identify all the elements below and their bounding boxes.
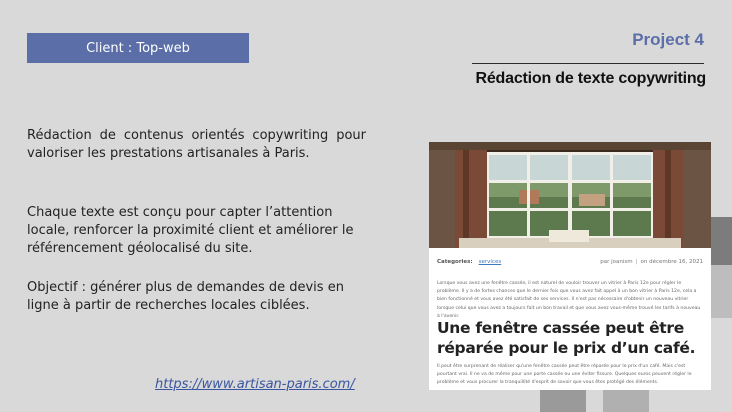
article-screenshot <box>429 142 711 390</box>
decorative-block <box>711 265 732 318</box>
decorative-block <box>711 217 732 265</box>
project-divider <box>472 63 704 64</box>
website-link[interactable]: https://www.artisan-paris.com/ <box>155 377 355 392</box>
categories-label: Categories: <box>437 259 473 265</box>
article-date: on décembre 16, 2021 <box>640 259 703 265</box>
decorative-block <box>603 390 649 412</box>
description-paragraph-2: Chaque texte est conçu pour capter l’attention locale, renforcer la proximité client et améliorer le référencement géolocalisé du site. <box>27 205 354 256</box>
article-intro: Lorsque vous avez une fenêtre cassée, il est naturel de vouloir trouver un vitrier à Paris 12e pour régler le problème. Il y a de fortes chances que le dernier fois que vous avez fait appel à un bon vitrier à Paris 12e, cela a bien fonctionné et vous avez été satisfait de ses services. Il n'est pas nécessaire d'obtenir un nouveau vitrier lorsque celui que vous avez a toujours fait un bon travail et que vous avez vous-même trouvé les tarifs à nouveau à l'avenir. <box>437 281 701 319</box>
meta-separator: | <box>635 259 638 265</box>
article-author: par joanism <box>600 259 633 265</box>
window-photo <box>429 142 711 248</box>
article-body: Il peut être surprenant de réaliser qu'une fenêtre cassée peut être réparée pour le prix d'un café. Mais c'est pourtant vrai. Il ne va de même pour une porte cassée ou une éviter fissure. Quelques euros peuvent régler le problème et vous procurer la tranquillité d'esprit de savoir que vous êtes protégé des éléments. <box>437 364 692 386</box>
project-title: Rédaction de texte copywriting <box>475 70 706 87</box>
description-paragraph-1: Rédaction de contenus orientés copywriting pour valoriser les prestations artisanales à Paris. <box>27 128 366 161</box>
category-link[interactable]: services <box>478 259 502 265</box>
project-number: Project 4 <box>632 30 704 49</box>
article-title: Une fenêtre cassée peut être réparée pour le prix d’un café. <box>437 319 696 357</box>
client-badge: Client : Top-web <box>27 33 249 63</box>
description-paragraph-3: Objectif : générer plus de demandes de devis en ligne à partir de recherches locales ciblées. <box>27 280 344 313</box>
decorative-block <box>540 390 586 412</box>
